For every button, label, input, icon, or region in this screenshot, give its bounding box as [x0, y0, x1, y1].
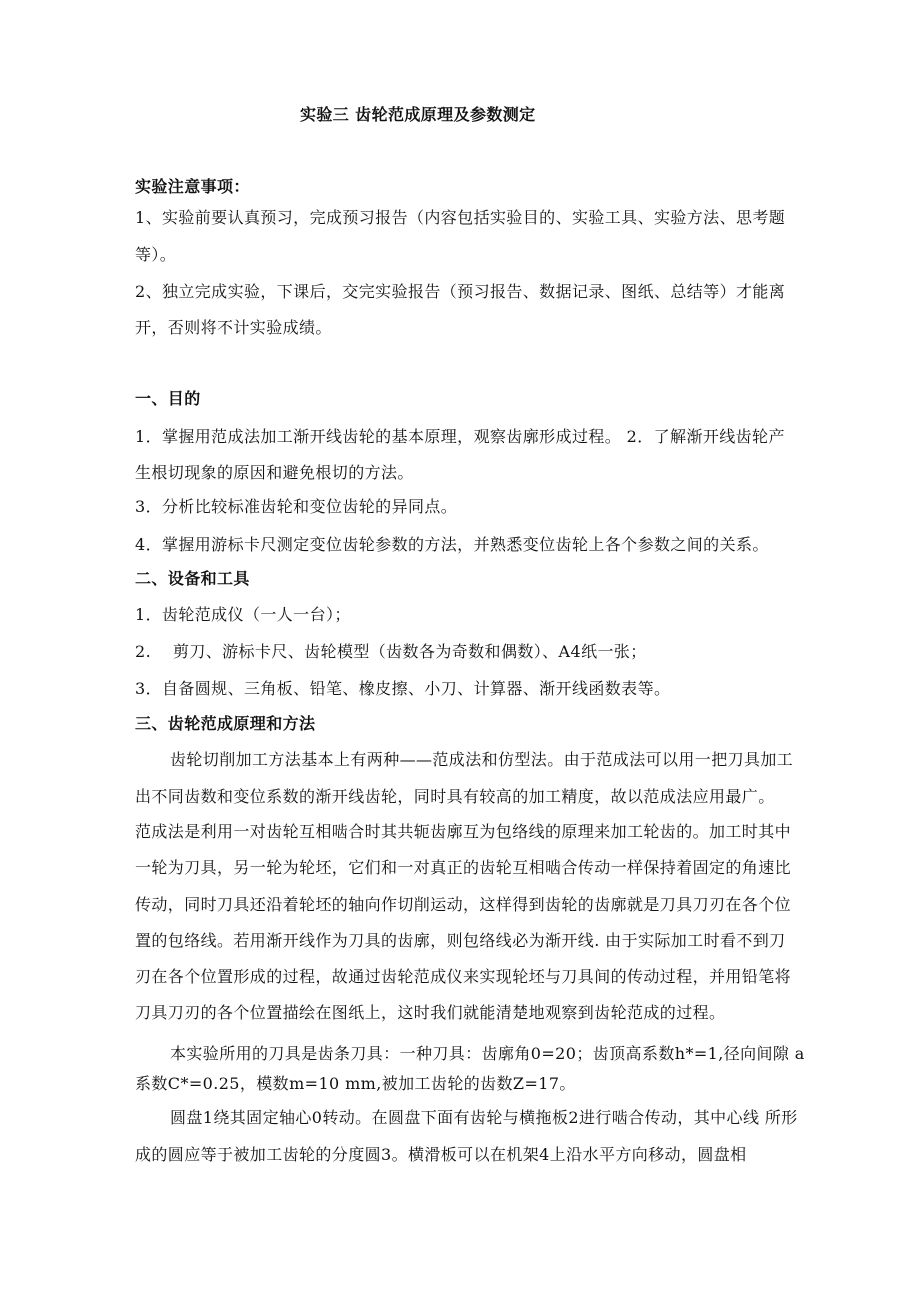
- purpose-line: 3．分析比较标准齿轮和变位齿轮的异同点。: [135, 497, 458, 516]
- notes-heading: 实验注意事项：: [135, 177, 250, 196]
- notes-line: 2、独立完成实验，下课后，交完实验报告（预习报告、数据记录、图纸、总结等）才能离: [135, 282, 786, 301]
- principle-line: 刀具刀刃的各个位置描绘在图纸上，这时我们就能清楚地观察到齿轮范成的过程。: [135, 1003, 726, 1022]
- page-title: 实验三 齿轮范成原理及参数测定: [300, 105, 536, 124]
- section-heading-purpose: 一、目的: [135, 389, 201, 408]
- notes-line: 1、实验前要认真预习，完成预习报告（内容包括实验目的、实验工具、实验方法、思考题: [135, 208, 786, 227]
- notes-line: 开，否则将不计实验成绩。: [135, 318, 332, 337]
- principle-line: 圆盘1绕其固定轴心0转动。在圆盘下面有齿轮与横拖板2进行啮合传动，其中心线 所形: [170, 1108, 798, 1127]
- principle-line: 传动，同时刀具还沿着轮坯的轴向作切削运动，这样得到齿轮的齿廓就是刀具刀刃在各个位: [135, 895, 792, 914]
- section-heading-principle: 三、齿轮范成原理和方法: [135, 714, 316, 733]
- equipment-line: 1．齿轮范成仪（一人一台）；: [135, 605, 351, 624]
- purpose-line: 1．掌握用范成法加工渐开线齿轮的基本原理，观察齿廓形成过程。 2．了解渐开线齿轮产: [135, 427, 785, 446]
- equipment-line: 2. 剪刀、游标卡尺、齿轮模型（齿数各为奇数和偶数）、A4纸一张；: [135, 642, 647, 661]
- principle-line: 刃在各个位置形成的过程，故通过齿轮范成仪来实现轮坯与刀具间的传动过程，并用铅笔将: [135, 967, 792, 986]
- purpose-line: 4．掌握用游标卡尺测定变位齿轮参数的方法，并熟悉变位齿轮上各个参数之间的关系。: [135, 535, 769, 554]
- principle-line: 置的包络线。若用渐开线作为刀具的齿廓，则包络线必为渐开线. 由于实际加工时看不到刀: [135, 931, 786, 950]
- principle-line: 范成法是利用一对齿轮互相啮合时其共轭齿廓互为包络线的原理来加工轮齿的。加工时其中: [135, 822, 792, 841]
- principle-line: 本实验所用的刀具是齿条刀具：一种刀具：齿廓角0=20；齿顶高系数h*=1,径向间隙 a: [170, 1044, 805, 1063]
- equipment-line: 3．自备圆规、三角板、铅笔、橡皮擦、小刀、计算器、渐开线函数表等。: [135, 679, 671, 698]
- principle-line: 成的圆应等于被加工齿轮的分度圆3。横滑板可以在机架4上沿水平方向移动，圆盘相: [135, 1145, 747, 1164]
- notes-line: 等）。: [135, 245, 177, 264]
- principle-line: 出不同齿数和变位系数的渐开线齿轮，同时具有较高的加工精度，故以范成法应用最广。: [135, 787, 775, 806]
- principle-line: 一轮为刀具，另一轮为轮坯，它们和一对真正的齿轮互相啮合传动一样保持着固定的角速比: [135, 858, 792, 877]
- purpose-line: 生根切现象的原因和避免根切的方法。: [135, 463, 414, 482]
- principle-line: 齿轮切削加工方法基本上有两种——范成法和仿型法。由于范成法可以用一把刀具加工: [170, 750, 794, 769]
- principle-line: 系数C*=0.25，模数m=10 mm,被加工齿轮的齿数Z=17。: [135, 1074, 576, 1093]
- section-heading-equipment: 二、设备和工具: [135, 569, 250, 588]
